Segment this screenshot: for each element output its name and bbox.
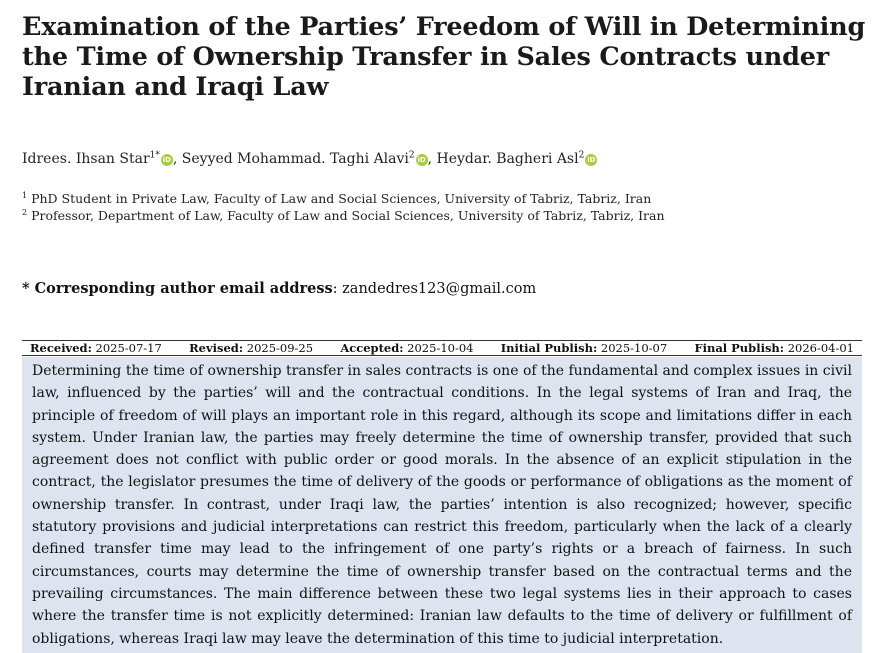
corresponding-label: * Corresponding author email address bbox=[22, 280, 333, 297]
date-label: Received: bbox=[30, 341, 92, 355]
date-accepted bbox=[340, 341, 473, 355]
publication-dates bbox=[22, 340, 862, 356]
author-sup: 2 bbox=[408, 150, 415, 160]
orcid-icon[interactable]: iD bbox=[417, 155, 426, 164]
author-separator: , bbox=[427, 150, 437, 167]
orcid-icon[interactable]: iD bbox=[587, 155, 596, 164]
date-value: 2025-10-04 bbox=[407, 341, 474, 355]
author-1 bbox=[22, 151, 182, 167]
author-name: Heydar. Bagheri Asl bbox=[436, 150, 579, 167]
paper-title: Examination of the Parties’ Freedom of Will in Determining the Time of Ownership Transfer in Sales Contracts under Iranian and Iraqi Law bbox=[22, 12, 866, 102]
date-value: 2026-04-01 bbox=[787, 341, 854, 355]
date-received bbox=[30, 341, 162, 355]
corresponding-separator: : bbox=[332, 281, 343, 297]
affiliation-text: PhD Student in Private Law, Faculty of Law and Social Sciences, University of Tabriz, Tabriz, Iran bbox=[31, 191, 652, 207]
date-label: Accepted: bbox=[340, 341, 404, 355]
date-value: 2025-07-17 bbox=[95, 341, 162, 355]
author-name: Idrees. Ihsan Star bbox=[22, 150, 150, 167]
affiliation-1 bbox=[22, 191, 651, 206]
date-label: Revised: bbox=[189, 341, 244, 355]
author-3 bbox=[437, 151, 598, 167]
corresponding-author bbox=[22, 280, 536, 297]
author-name: Seyyed Mohammad. Taghi Alavi bbox=[181, 150, 409, 167]
author-separator: , bbox=[172, 150, 182, 167]
affiliation-text: Professor, Department of Law, Faculty of Law and Social Sciences, University of Tabriz, Tabriz, Iran bbox=[31, 208, 665, 224]
date-label: Initial Publish: bbox=[500, 341, 598, 355]
author-sup: 2 bbox=[578, 150, 585, 160]
author-2 bbox=[182, 151, 437, 167]
date-value: 2025-10-07 bbox=[600, 341, 668, 355]
date-initial-publish bbox=[501, 341, 667, 355]
date-label: Final Publish: bbox=[694, 341, 785, 355]
date-revised bbox=[189, 341, 313, 355]
corresponding-email[interactable]: zandedres123@gmail.com bbox=[342, 281, 537, 297]
date-value: 2025-09-25 bbox=[246, 341, 314, 355]
affiliation-number: 2 bbox=[22, 208, 28, 217]
author-sup: 1* bbox=[149, 150, 160, 160]
author-list bbox=[22, 150, 597, 167]
affiliation-number: 1 bbox=[22, 191, 28, 200]
abstract: Determining the time of ownership transfer in sales contracts is one of the fundamental and complex issues in civil law, influenced by the parties’ will and the contractual conditions. In the legal systems of Iran and Iraq, the principle of freedom of will plays an important role in this regard, although its scope and limitations differ in each system. Under Iranian law, the parties may freely determine the time of ownership transfer, provided that such agreement does not conflict with public order or good morals. In the absence of an explicit stipulation in the contract, the legislator presumes the time of delivery of the goods or performance of obligations as the moment of ownership transfer. In contrast, under Iraqi law, the parties’ intention is also recognized; however, specific statutory provisions and judicial interpretations can restrict this freedom, particularly when the lack of a clearly defined transfer time may lead to the infringement of one party’s rights or a breach of fairness. In such circumstances, courts may determine the time of ownership transfer based on the contractual terms and the prevailing circumstances. The main difference between these two legal systems lies in their approach to cases where the transfer time is not explicitly determined: Iranian law defaults to the time of delivery or fulfillment of obligations, whereas Iraqi law may leave the determination of this time to judicial interpretation. bbox=[22, 357, 862, 653]
date-final-publish bbox=[694, 341, 854, 355]
affiliation-2 bbox=[22, 208, 665, 223]
orcid-icon[interactable]: iD bbox=[162, 155, 171, 164]
